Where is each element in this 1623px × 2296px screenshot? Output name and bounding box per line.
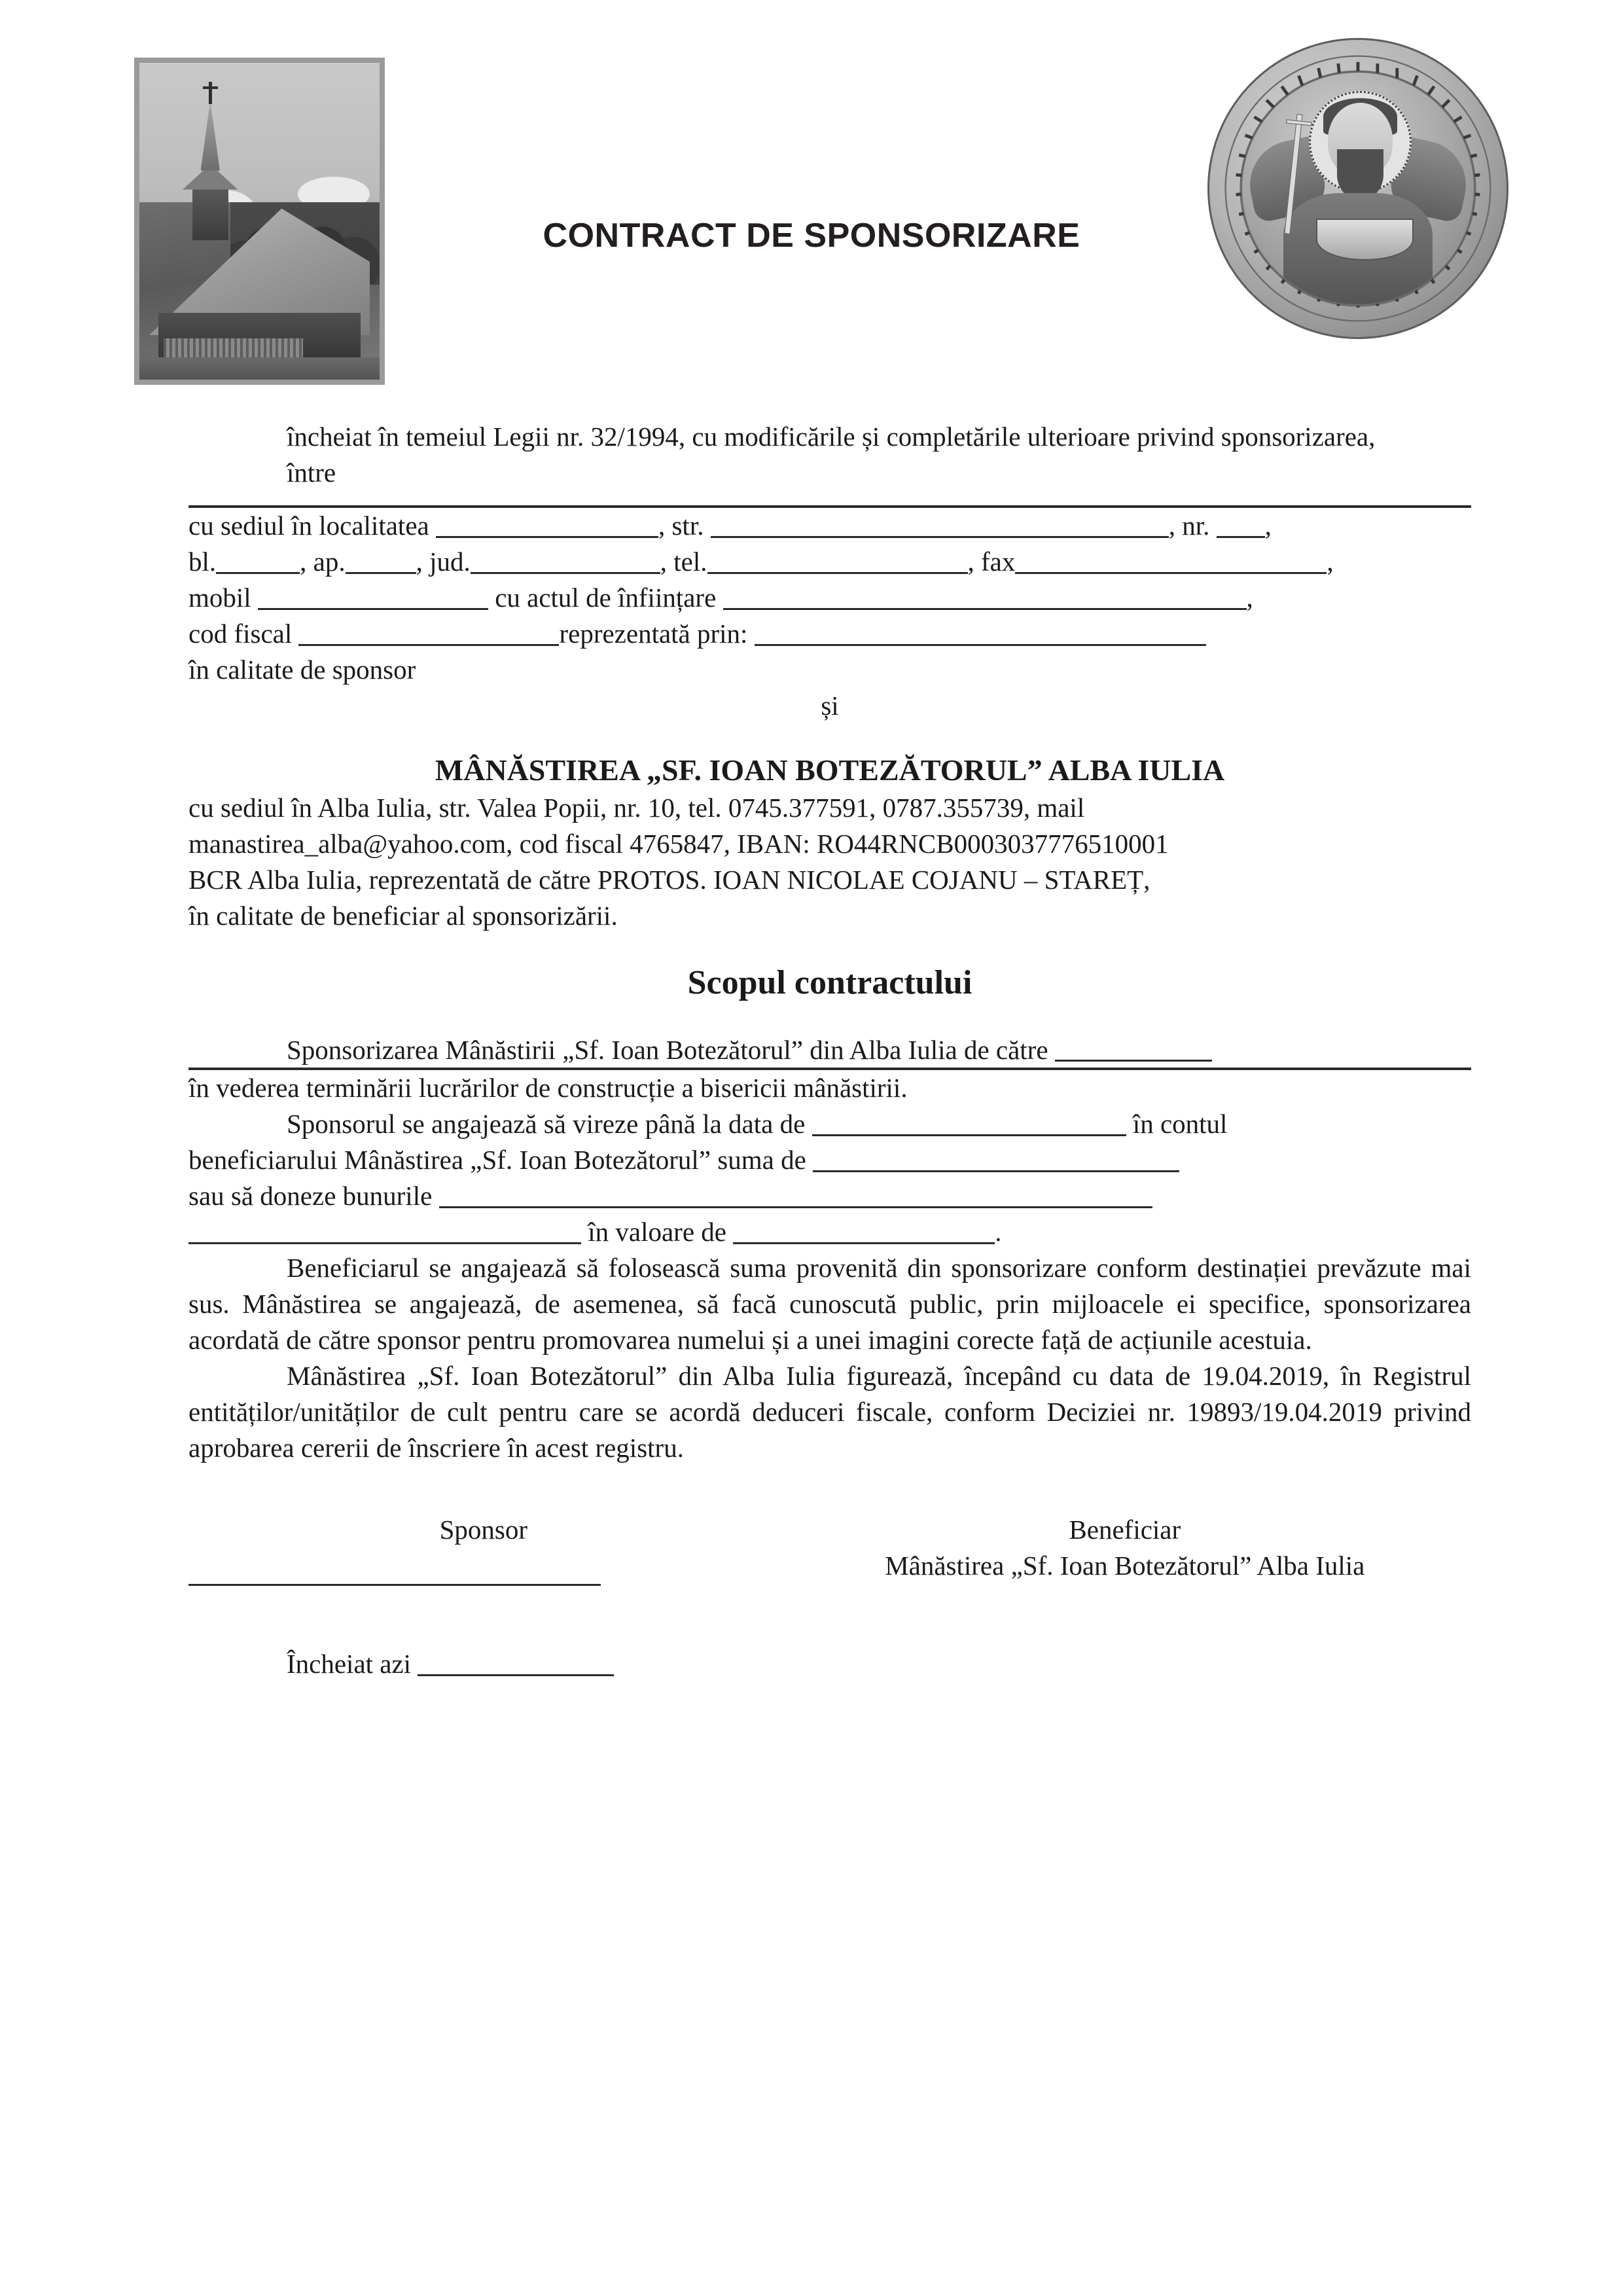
field-judet[interactable] xyxy=(471,547,660,574)
field-fax-part-1[interactable] xyxy=(1015,547,1118,574)
label-reprezentata-prin: reprezentată prin: xyxy=(559,618,748,649)
saint-john-baptist-seal xyxy=(1207,38,1508,339)
beneficiary-details-1: cu sediul în Alba Iulia, str. Valea Popii, nr. 10, tel. 0745.377591, 0787.355739, mail xyxy=(188,793,1085,823)
scope-purpose-line xyxy=(188,1032,1471,1068)
goods-prefix-text: sau să doneze bunurile xyxy=(188,1181,433,1211)
sponsor-fiscal-line xyxy=(188,616,1471,652)
sponsor-signature-col xyxy=(188,1512,779,1548)
field-numar[interactable] xyxy=(1217,511,1265,538)
field-strada[interactable] xyxy=(711,511,1169,538)
label-jud: , jud. xyxy=(416,546,471,577)
label-bl: bl. xyxy=(188,546,217,577)
sponsor-mobile-line xyxy=(188,580,1471,616)
signature-labels-row xyxy=(188,1512,1471,1548)
payment-prefix-text: Sponsorul se angajează să vireze până la data de xyxy=(287,1109,806,1139)
beneficiary-signature-label: Beneficiar xyxy=(1069,1514,1181,1545)
field-cod-fiscal[interactable] xyxy=(298,619,559,646)
date-row xyxy=(188,1646,1471,1682)
field-mobil[interactable] xyxy=(258,583,488,610)
field-fax-part-2[interactable] xyxy=(1118,547,1327,574)
label-act-infiintare: cu actul de înființare xyxy=(495,582,717,613)
payment-line-1 xyxy=(188,1106,1471,1142)
field-bunuri-1[interactable] xyxy=(439,1181,1152,1208)
church-spire-shape xyxy=(201,101,220,170)
scope-purpose-text: Sponsorizarea Mânăstirii „Sf. Ioan Botezătorul” din Alba Iulia de către xyxy=(287,1034,1048,1065)
bowl-shape xyxy=(1316,219,1414,260)
payment-mid-text: în contul xyxy=(1132,1109,1228,1139)
label-ap: , ap. xyxy=(300,546,346,577)
preamble-line-2: între xyxy=(287,457,336,488)
church-bell-tower-shape xyxy=(192,187,228,240)
scope-heading: Scopul contractului xyxy=(687,963,972,1001)
sponsor-signature-label: Sponsor xyxy=(439,1514,527,1545)
label-cod-fiscal: cod fiscal xyxy=(188,618,293,649)
conjunction-si: și xyxy=(821,690,839,721)
document-body xyxy=(188,419,1471,1682)
preamble-line-1: încheiat în temeiul Legii nr. 32/1994, cu modificările și completările ulterioare privind sponsorizarea, xyxy=(287,422,1376,452)
spacer xyxy=(188,1006,1471,1032)
wooden-church-photo xyxy=(134,58,385,385)
payment-beneficiary-text: beneficiarului Mânăstirea „Sf. Ioan Botezătorul” suma de xyxy=(188,1145,806,1175)
seal-icon-field xyxy=(1241,71,1476,306)
date-label: Încheiat azi xyxy=(287,1648,412,1679)
ground-shape xyxy=(139,357,380,380)
sponsor-signature-line[interactable] xyxy=(188,1584,601,1586)
field-bloc[interactable] xyxy=(216,547,300,574)
photo-frame xyxy=(139,63,380,380)
spacer xyxy=(188,491,1471,505)
beneficiary-signature-col xyxy=(779,1512,1471,1548)
payment-line-2 xyxy=(188,1142,1471,1178)
value-period: . xyxy=(995,1217,1002,1247)
label-comma-1: , xyxy=(1264,510,1272,541)
label-fax: , fax xyxy=(967,546,1016,577)
field-data-plata[interactable] xyxy=(812,1109,1126,1136)
field-suma[interactable] xyxy=(813,1145,1179,1172)
label-tel: , tel. xyxy=(660,546,707,577)
beneficiary-name: MÂNĂSTIREA „SF. IOAN BOTEZĂTORUL” ALBA IULIA xyxy=(435,753,1225,787)
cross-icon xyxy=(209,82,211,104)
field-data-incheiere[interactable] xyxy=(418,1649,614,1676)
document-header xyxy=(0,0,1623,406)
beneficiary-details-4: în calitate de beneficiar al sponsorizării. xyxy=(188,900,618,931)
field-bunuri-2[interactable] xyxy=(188,1217,581,1244)
spacer xyxy=(188,724,1471,750)
field-sponsor-name[interactable] xyxy=(1055,1035,1212,1062)
beneficiary-details-2: manastirea_alba@yahoo.com, cod fiscal 4765847, IBAN: RO44RNCB0003037776510001 xyxy=(188,829,1169,859)
label-sediul: cu sediul în localitatea xyxy=(188,510,429,541)
signature-names-row xyxy=(188,1548,1471,1584)
field-act-infiintare[interactable] xyxy=(723,583,1247,610)
label-comma-2: , xyxy=(1327,546,1334,577)
scope-purpose-continued: în vederea terminării lucrărilor de construcție a bisericii mânăstirii. xyxy=(188,1073,908,1103)
sponsor-block-line xyxy=(188,544,1471,580)
value-label-text: în valoare de xyxy=(588,1217,726,1247)
obligations-paragraph-2: Mânăstirea „Sf. Ioan Botezătorul” din Alba Iulia figurează, începând cu data de 19.04.2019, în Registrul entităților/unităților de cult pentru care se acordă deduceri fiscale, conform Deciziei nr. 19893/19.04.2019 privind aprobarea cererii de înscriere în acest registru. xyxy=(188,1360,1471,1463)
goods-line xyxy=(188,1178,1471,1214)
beneficiary-signature-name: Mânăstirea „Sf. Ioan Botezătorul” Alba Iulia xyxy=(885,1550,1365,1581)
sponsor-signature-line-col xyxy=(188,1548,779,1584)
label-nr: , nr. xyxy=(1168,510,1210,541)
sponsor-address-line xyxy=(188,508,1471,544)
page-title: CONTRACT DE SPONSORIZARE xyxy=(543,217,1080,255)
label-str: , str. xyxy=(658,510,704,541)
field-reprezentant[interactable] xyxy=(755,619,1206,646)
saint-beard-shape xyxy=(1337,149,1383,200)
beneficiary-name-col xyxy=(779,1548,1471,1584)
field-valoare[interactable] xyxy=(733,1217,995,1244)
field-telefon[interactable] xyxy=(707,547,968,574)
label-comma-3: , xyxy=(1246,582,1253,613)
field-apartament[interactable] xyxy=(346,547,416,574)
spacer xyxy=(188,1466,1471,1512)
sponsor-capacity-line: în calitate de sponsor xyxy=(188,654,416,685)
label-mobil: mobil xyxy=(188,582,251,613)
field-localitate[interactable] xyxy=(436,511,658,538)
beneficiary-details-3: BCR Alba Iulia, reprezentată de către PROTOS. IOAN NICOLAE COJANU – STAREȚ, xyxy=(188,865,1150,895)
spacer xyxy=(188,934,1471,960)
obligations-paragraph-1: Beneficiarul se angajează să folosească suma provenită din sponsorizare conform destinației prevăzute mai sus. Mânăstirea se angajează, de asemenea, să facă cunoscută public, prin mijloacele ei specifice, sponsorizarea acordată de către sponsor pentru promovarea numelui și a unei imagini corecte față de acțiunile acestuia. xyxy=(188,1253,1471,1355)
value-line xyxy=(188,1214,1471,1250)
